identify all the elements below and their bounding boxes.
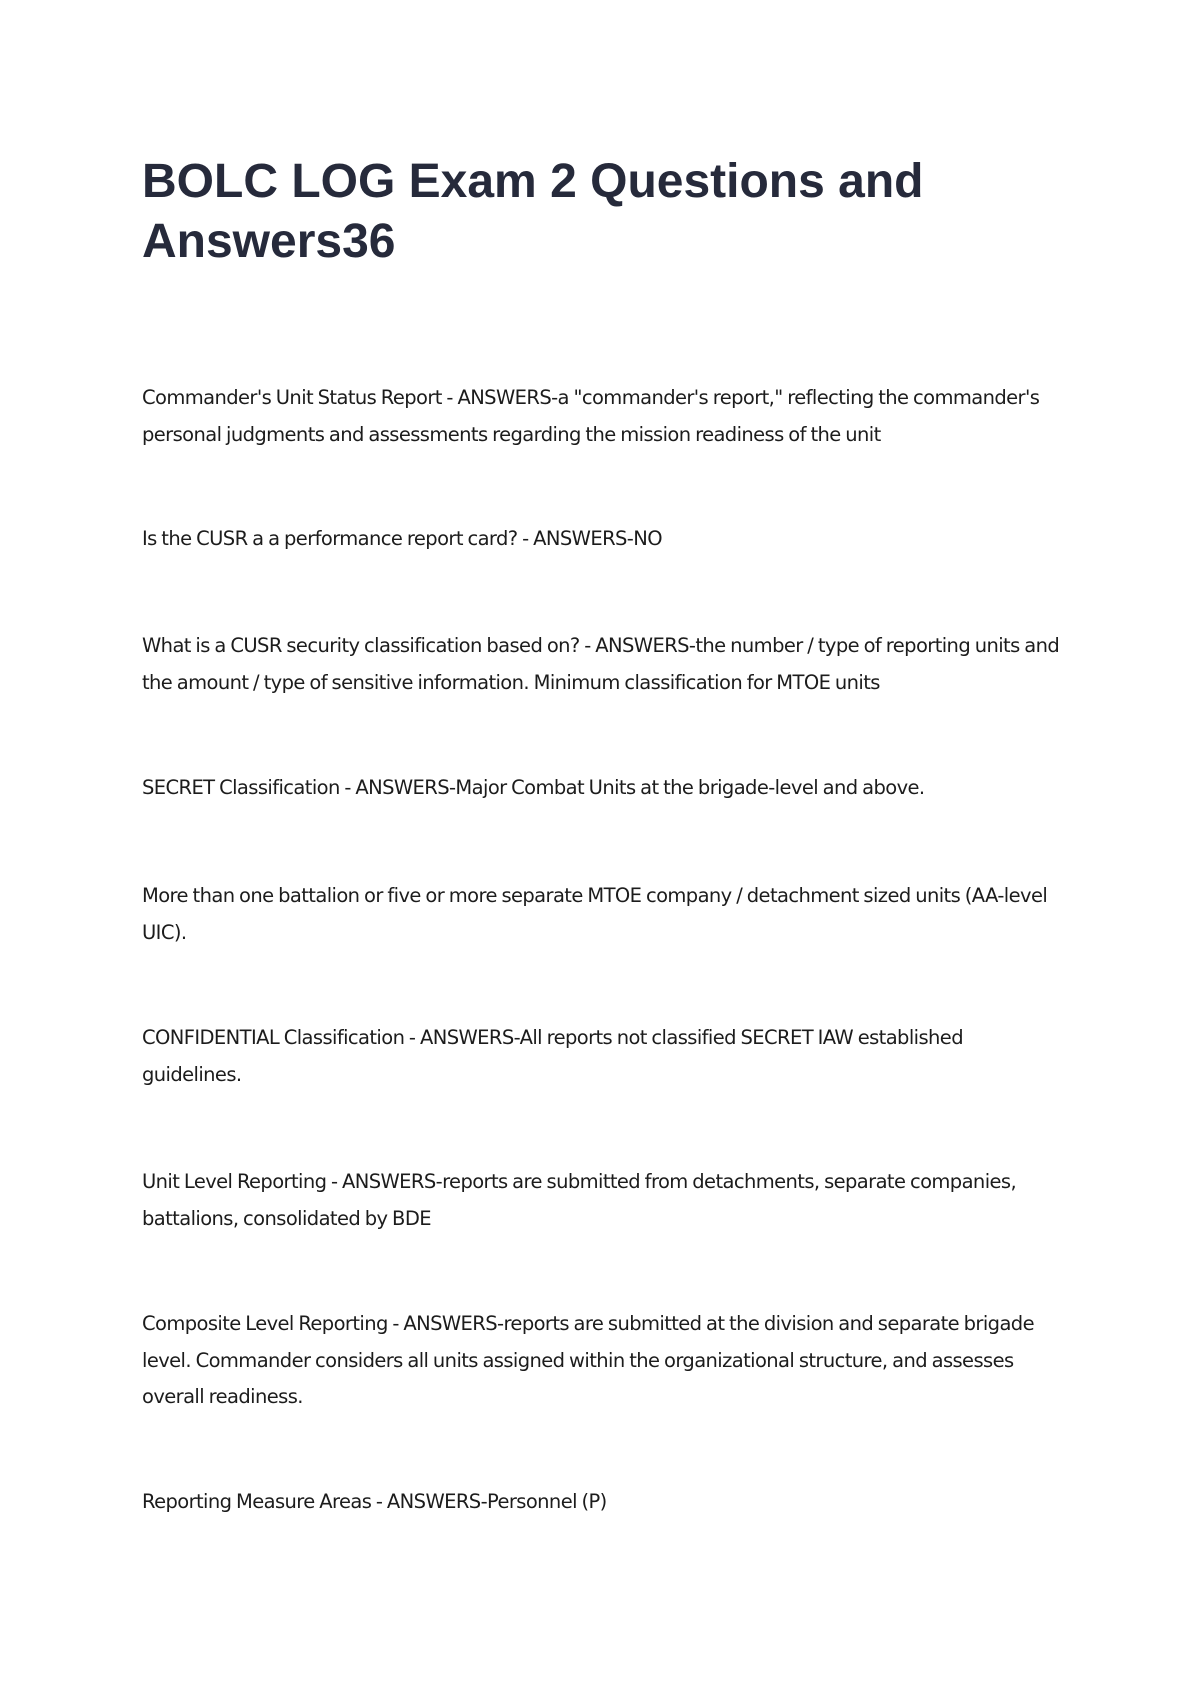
qa-entry-composite-level-reporting: Composite Level Reporting - ANSWERS-reports are submitted at the division and separate brigade level. Commander considers all units assigned within the organizational structure, and assesses overall readiness.: [142, 1312, 1034, 1408]
qa-entry-cusr-classification-basis: What is a CUSR security classification based on? - ANSWERS-the number / type of reporting units and the amount / type of sensitive information. Minimum classification for MTOE units: [142, 634, 1060, 694]
document-title: BOLC LOG Exam 2 Questions and Answers36: [142, 155, 924, 268]
qa-entry-unit-status-report: Commander's Unit Status Report - ANSWERS-a "commander's report," reflecting the commander's personal judgments and assessments regarding the mission readiness of the unit: [142, 386, 1040, 446]
qa-entry-battalion-units: More than one battalion or five or more separate MTOE company / detachment sized units (AA-level UIC).: [142, 884, 1048, 944]
qa-entry-cusr-report-card: Is the CUSR a a performance report card? - ANSWERS-NO: [142, 527, 662, 550]
qa-entry-reporting-measure-areas: Reporting Measure Areas - ANSWERS-Personnel (P): [142, 1490, 607, 1513]
qa-entry-confidential-classification: CONFIDENTIAL Classification - ANSWERS-All reports not classified SECRET IAW established guidelines.: [142, 1026, 963, 1086]
qa-entry-secret-classification: SECRET Classification - ANSWERS-Major Combat Units at the brigade-level and above.: [142, 776, 925, 799]
qa-entry-unit-level-reporting: Unit Level Reporting - ANSWERS-reports are submitted from detachments, separate companies, battalions, consolidated by BDE: [142, 1170, 1017, 1230]
